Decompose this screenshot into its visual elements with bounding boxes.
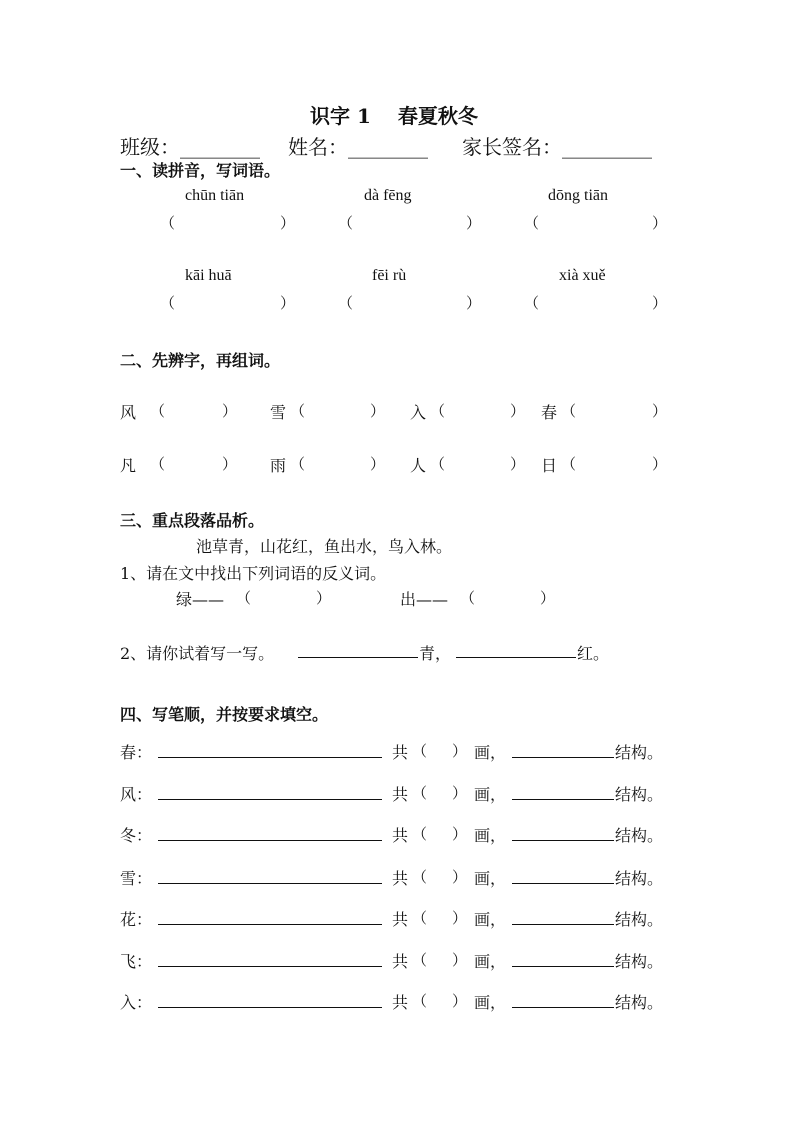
answer-paren-left: （ [150,455,166,473]
answer-paren-right: ） [370,455,386,473]
answer-paren-right: ） [466,294,482,312]
answer-paren-left: （ [236,589,252,607]
answer-paren-right: ） [370,402,386,420]
stroke-count-suffix: 画， [474,826,507,845]
char-ren: 人 [410,456,427,475]
char-ru: 入 [410,403,427,422]
answer-paren-left: （ [412,909,428,927]
answer-paren-right: ） [452,742,468,760]
answer-paren-right: ） [316,589,332,607]
answer-paren-left: （ [561,402,577,420]
stroke-char-3: 冬 [120,826,137,845]
char-chun: 春 [541,403,558,422]
colon: ： [136,952,153,971]
answer-paren-left: （ [430,455,446,473]
pinyin-5: fēi rù [372,267,407,284]
answer-paren-left: （ [524,294,540,312]
answer-paren-right: ） [652,294,668,312]
stroke-count-suffix: 画， [474,743,507,762]
structure-blank[interactable] [512,799,614,800]
section-2-heading: 二、先辨字，再组词。 [120,351,281,370]
structure-suffix: 结构。 [615,743,664,762]
answer-paren-right: ） [652,402,668,420]
answer-paren-right: ） [280,294,296,312]
answer-paren-left: （ [460,589,476,607]
stroke-count-suffix: 画， [474,952,507,971]
class-field[interactable]: 班级：________ [120,135,260,159]
stroke-order-blank[interactable] [158,924,382,925]
char-yu: 雨 [270,456,287,475]
answer-paren-left: （ [338,214,354,232]
answer-paren-left: （ [290,402,306,420]
pinyin-3: dōng tiān [548,187,608,204]
char-xue: 雪 [270,403,287,422]
colon: ： [136,785,153,804]
answer-paren-right: ） [280,214,296,232]
stroke-count-prefix: 共 [392,993,409,1012]
pinyin-6: xià xuě [559,267,606,284]
answer-paren-right: ） [466,214,482,232]
stroke-char-7: 入 [120,993,137,1012]
parent-signature-field[interactable]: 家长签名：_________ [462,135,652,159]
answer-paren-left: （ [412,951,428,969]
antonym-prompt-2: 出—— [400,590,449,609]
stroke-count-prefix: 共 [392,743,409,762]
structure-blank[interactable] [512,924,614,925]
structure-suffix: 结构。 [615,869,664,888]
stroke-order-blank[interactable] [158,840,382,841]
stroke-order-blank[interactable] [158,966,382,967]
answer-paren-right: ） [510,402,526,420]
stroke-char-5: 花 [120,910,137,929]
stroke-count-prefix: 共 [392,952,409,971]
reading-passage: 池草青，山花红，鱼出水，鸟入林。 [196,537,453,556]
stroke-count-prefix: 共 [392,869,409,888]
antonym-prompt-1: 绿—— [176,590,225,609]
question-2: 2、请你试着写一写。 [120,644,275,663]
colon: ： [136,826,153,845]
answer-paren-right: ） [540,589,556,607]
page-title: 识字 1 春夏秋冬 [310,104,478,128]
section-1-heading: 一、读拼音，写词语。 [120,161,281,180]
answer-paren-left: （ [561,455,577,473]
stroke-count-prefix: 共 [392,826,409,845]
structure-blank[interactable] [512,757,614,758]
answer-paren-left: （ [412,992,428,1010]
student-name-field[interactable]: 姓名：________ [288,135,428,159]
answer-paren-left: （ [160,214,176,232]
structure-suffix: 结构。 [615,785,664,804]
question-2-word-1: 青， [419,644,452,663]
answer-paren-left: （ [412,742,428,760]
stroke-count-suffix: 画， [474,869,507,888]
section-3-heading: 三、重点段落品析。 [120,511,265,530]
answer-paren-left: （ [160,294,176,312]
answer-paren-right: ） [222,402,238,420]
answer-paren-right: ） [510,455,526,473]
stroke-count-prefix: 共 [392,785,409,804]
answer-paren-left: （ [290,455,306,473]
answer-paren-right: ） [452,784,468,802]
answer-paren-left: （ [338,294,354,312]
structure-suffix: 结构。 [615,910,664,929]
stroke-char-4: 雪 [120,869,137,888]
structure-suffix: 结构。 [615,952,664,971]
colon: ： [136,993,153,1012]
colon: ： [136,743,153,762]
answer-paren-right: ） [652,214,668,232]
answer-paren-right: ） [222,455,238,473]
answer-paren-right: ） [452,825,468,843]
stroke-count-suffix: 画， [474,910,507,929]
answer-paren-left: （ [412,784,428,802]
question-2-word-2: 红。 [577,644,610,663]
answer-paren-right: ） [652,455,668,473]
answer-blank[interactable] [298,657,418,658]
answer-blank[interactable] [456,657,576,658]
stroke-order-blank[interactable] [158,799,382,800]
stroke-order-blank[interactable] [158,757,382,758]
structure-suffix: 结构。 [615,826,664,845]
answer-paren-left: （ [430,402,446,420]
answer-paren-right: ） [452,951,468,969]
stroke-char-1: 春 [120,743,137,762]
char-fan: 凡 [120,456,137,475]
answer-paren-left: （ [412,825,428,843]
answer-paren-left: （ [412,868,428,886]
stroke-char-2: 风 [120,785,137,804]
section-4-heading: 四、写笔顺，并按要求填空。 [120,705,329,724]
structure-blank[interactable] [512,966,614,967]
stroke-count-suffix: 画， [474,993,507,1012]
question-1: 1、请在文中找出下列词语的反义词。 [120,564,387,583]
structure-suffix: 结构。 [615,993,664,1012]
structure-blank[interactable] [512,883,614,884]
answer-paren-right: ） [452,909,468,927]
structure-blank[interactable] [512,840,614,841]
colon: ： [136,869,153,888]
colon: ： [136,910,153,929]
char-feng: 风 [120,403,137,422]
answer-paren-right: ） [452,868,468,886]
stroke-count-suffix: 画， [474,785,507,804]
answer-paren-left: （ [524,214,540,232]
char-ri: 日 [541,456,558,475]
stroke-char-6: 飞 [120,952,137,971]
pinyin-1: chūn tiān [185,187,245,204]
pinyin-4: kāi huā [185,267,232,284]
answer-paren-left: （ [150,402,166,420]
structure-blank[interactable] [512,1007,614,1008]
pinyin-2: dà fēng [364,187,412,204]
stroke-order-blank[interactable] [158,883,382,884]
stroke-count-prefix: 共 [392,910,409,929]
stroke-order-blank[interactable] [158,1007,382,1008]
answer-paren-right: ） [452,992,468,1010]
